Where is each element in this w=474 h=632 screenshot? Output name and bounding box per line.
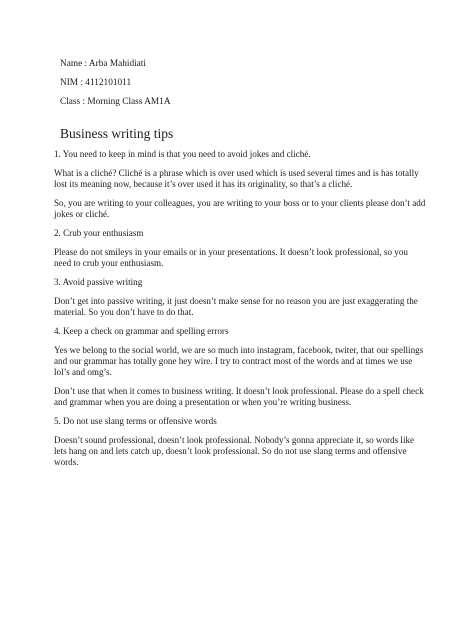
section-heading: 4. Keep a check on grammar and spelling errors bbox=[54, 326, 229, 336]
section-paragraph: Don’t use that when it comes to business writing. It doesn’t look professional. Please do a spell check and grammar when you are doing a presentation or when you’re writing business. bbox=[54, 386, 424, 407]
document-title: Business writing tips bbox=[60, 126, 174, 141]
section-paragraph: So, you are writing to your colleagues, you are writing to your boss or to your clients please don’t add jokes or cliché. bbox=[54, 198, 426, 219]
section-heading: 3. Avoid passive writing bbox=[54, 277, 143, 287]
section-paragraph: Doesn’t sound professional, doesn’t look professional. Nobody’s gonna appreciate it, so words like lets hang on and lets catch up, doesn’t look professional. So do not use slang terms and offensive words. bbox=[54, 435, 415, 467]
student-class: Class : Morning Class AM1A bbox=[60, 97, 171, 107]
student-name: Name : Arba Mahidiati bbox=[60, 59, 146, 69]
section-heading: 1. You need to keep in mind is that you need to avoid jokes and cliché. bbox=[54, 149, 311, 159]
document-body bbox=[54, 149, 426, 476]
section-paragraph: What is a cliché? Cliché is a phrase which is over used which is used several times and is has totally lost its meaning now, because it’s over used it has its originality, so that’s a cliché. bbox=[54, 168, 419, 189]
section-paragraph: Don’t get into passive writing, it just doesn’t make sense for no reason you are just exaggerating the material. So you don’t have to do that. bbox=[54, 296, 418, 317]
student-nim: NIM : 4112101011 bbox=[60, 78, 132, 88]
section-paragraph: Yes we belong to the social world, we are so much into instagram, facebook, twiter, that our spellings and our grammar has totally gone hey wire. I try to contract most of the words and at times we use lol’s and omg’s. bbox=[54, 345, 424, 377]
section-paragraph: Please do not smileys in your emails or in your presentations. It doesn’t look professional, so you need to crub your enthusiasm. bbox=[54, 247, 408, 268]
section-heading: 2. Crub your enthusiasm bbox=[54, 228, 144, 238]
section-heading: 5. Do not use slang terms or offensive words bbox=[54, 416, 217, 426]
